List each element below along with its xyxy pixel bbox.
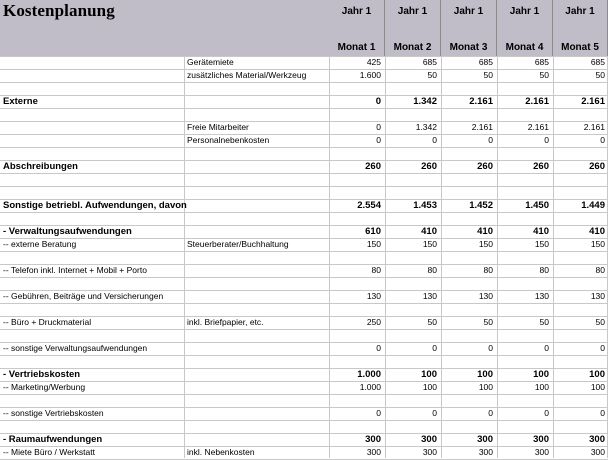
value-cell[interactable]: 50 [595, 317, 605, 327]
value-cell[interactable]: 410 [421, 226, 437, 237]
value-cell[interactable]: 50 [595, 70, 605, 80]
value-cell[interactable]: 0 [376, 135, 381, 145]
row-gridline [0, 277, 608, 278]
value-cell[interactable]: 0 [376, 122, 381, 132]
row-label[interactable]: Externe [3, 96, 38, 107]
value-cell[interactable]: 50 [427, 317, 437, 327]
value-cell[interactable]: 2.161 [471, 122, 493, 132]
row-gridline [0, 355, 608, 356]
row-sublabel[interactable]: inkl. Nebenkosten [187, 447, 255, 457]
value-cell[interactable]: 300 [366, 447, 381, 457]
column-year-label: Jahr 1 [565, 6, 595, 17]
column-gridline [441, 56, 442, 458]
column-month-label: Monat 1 [337, 42, 376, 53]
value-cell[interactable]: 410 [533, 226, 549, 237]
row-gridline [0, 108, 608, 109]
row-label[interactable]: Sonstige betriebl. Aufwendungen, davon [3, 200, 187, 211]
value-cell[interactable]: 300 [478, 447, 493, 457]
value-cell[interactable]: 425 [366, 57, 381, 67]
value-cell[interactable]: 260 [421, 161, 437, 172]
value-cell[interactable]: 300 [534, 447, 549, 457]
row-sublabel[interactable]: Gerätemiete [187, 57, 234, 67]
value-cell[interactable]: 1.452 [469, 200, 493, 211]
value-cell[interactable]: 1.000 [357, 369, 381, 380]
value-cell[interactable]: 0 [376, 408, 381, 418]
row-gridline [0, 82, 608, 83]
column-year-label: Jahr 1 [509, 6, 540, 17]
column-header-5 [553, 0, 608, 56]
row-gridline [0, 173, 608, 174]
row-sublabel[interactable]: Personalnebenkosten [187, 135, 270, 145]
value-cell[interactable]: 0 [544, 408, 549, 418]
value-cell[interactable]: 0 [488, 408, 493, 418]
column-header-1 [329, 0, 385, 56]
value-cell[interactable]: 685 [422, 57, 437, 67]
value-cell[interactable]: 0 [432, 343, 437, 353]
column-month-label: Monat 2 [393, 42, 432, 53]
value-cell[interactable]: 0 [432, 135, 437, 145]
value-cell[interactable]: 300 [365, 434, 381, 445]
row-label[interactable]: -- externe Beratung [3, 239, 77, 249]
value-cell[interactable]: 150 [478, 239, 493, 249]
row-label[interactable]: -- sonstige Vertriebskosten [3, 408, 104, 418]
value-cell[interactable]: 1.450 [525, 200, 549, 211]
value-cell[interactable]: 100 [533, 369, 549, 380]
row-gridline [0, 186, 608, 187]
value-cell[interactable]: 50 [483, 70, 493, 80]
row-label[interactable]: - Verwaltungsaufwendungen [3, 226, 132, 237]
value-cell[interactable]: 150 [534, 239, 549, 249]
row-gridline [0, 394, 608, 395]
value-cell[interactable]: 250 [366, 317, 381, 327]
value-cell[interactable]: 685 [590, 57, 605, 67]
value-cell[interactable]: 300 [590, 447, 605, 457]
value-cell[interactable]: 0 [600, 408, 605, 418]
row-label[interactable]: -- Telefon inkl. Internet + Mobil + Porto [3, 265, 147, 275]
row-gridline [0, 420, 608, 421]
column-gridline [553, 56, 554, 458]
value-cell[interactable]: 50 [539, 317, 549, 327]
value-cell[interactable]: 150 [366, 239, 381, 249]
value-cell[interactable]: 100 [478, 382, 493, 392]
row-gridline [0, 329, 608, 330]
value-cell[interactable]: 300 [477, 434, 493, 445]
value-cell[interactable]: 130 [478, 291, 493, 301]
value-cell[interactable]: 2.554 [357, 200, 381, 211]
row-sublabel[interactable]: zusätzliches Material/Werkzeug [187, 70, 307, 80]
value-cell[interactable]: 2.161 [583, 122, 605, 132]
column-month-label: Monat 3 [449, 42, 488, 53]
value-cell[interactable]: 2.161 [581, 96, 605, 107]
value-cell[interactable]: 100 [590, 382, 605, 392]
value-cell[interactable]: 50 [483, 317, 493, 327]
value-cell[interactable]: 100 [589, 369, 605, 380]
value-cell[interactable]: 260 [533, 161, 549, 172]
value-cell[interactable]: 610 [365, 226, 381, 237]
value-cell[interactable]: 80 [483, 265, 493, 275]
value-cell[interactable]: 2.161 [525, 96, 549, 107]
value-cell[interactable]: 130 [590, 291, 605, 301]
value-cell[interactable]: 300 [422, 447, 437, 457]
value-cell[interactable]: 50 [539, 70, 549, 80]
value-cell[interactable]: 300 [589, 434, 605, 445]
row-gridline [0, 212, 608, 213]
row-sublabel[interactable]: Steuerberater/Buchhaltung [187, 239, 289, 249]
value-cell[interactable]: 0 [600, 343, 605, 353]
value-cell[interactable]: 0 [544, 135, 549, 145]
value-cell[interactable]: 685 [534, 57, 549, 67]
row-gridline [0, 251, 608, 252]
value-cell[interactable]: 0 [488, 135, 493, 145]
value-cell[interactable]: 100 [477, 369, 493, 380]
sheet-title: Kostenplanung [3, 1, 115, 20]
value-cell[interactable]: 150 [422, 239, 437, 249]
value-cell[interactable]: 130 [366, 291, 381, 301]
value-cell[interactable]: 1.449 [581, 200, 605, 211]
row-gridline [0, 147, 608, 148]
value-cell[interactable]: 410 [589, 226, 605, 237]
value-cell[interactable]: 80 [595, 265, 605, 275]
column-gridline [385, 56, 386, 458]
value-cell[interactable]: 260 [589, 161, 605, 172]
row-gridline [0, 303, 608, 304]
value-cell[interactable]: 0 [375, 96, 381, 107]
value-cell[interactable]: 1.600 [359, 70, 381, 80]
value-cell[interactable]: 130 [534, 291, 549, 301]
value-cell[interactable]: 300 [421, 434, 437, 445]
value-cell[interactable]: 1.000 [359, 382, 381, 392]
value-cell[interactable]: 100 [421, 369, 437, 380]
value-cell[interactable]: 100 [534, 382, 549, 392]
column-month-label: Monat 5 [561, 42, 599, 53]
value-cell[interactable]: 2.161 [469, 96, 493, 107]
value-cell[interactable]: 0 [600, 135, 605, 145]
value-cell[interactable]: 2.161 [527, 122, 549, 132]
value-cell[interactable]: 0 [376, 343, 381, 353]
column-year-label: Jahr 1 [341, 6, 372, 17]
value-cell[interactable]: 260 [477, 161, 493, 172]
column-gridline [497, 56, 498, 458]
column-header-4 [497, 0, 553, 56]
row-label[interactable]: -- Gebühren, Beiträge und Versicherungen [3, 291, 164, 301]
row-label[interactable]: - Raumaufwendungen [3, 434, 103, 445]
value-cell[interactable]: 1.453 [413, 200, 437, 211]
value-cell[interactable]: 150 [590, 239, 605, 249]
column-gridline [329, 56, 330, 458]
row-label[interactable]: -- Marketing/Werbung [3, 382, 86, 392]
column-month-label: Monat 4 [505, 42, 544, 53]
row-sublabel[interactable]: Freie Mitarbeiter [187, 122, 249, 132]
column-year-label: Jahr 1 [397, 6, 428, 17]
value-cell[interactable]: 130 [422, 291, 437, 301]
column-gridline [184, 56, 185, 458]
row-label[interactable]: -- Miete Büro / Werkstatt [3, 447, 95, 457]
value-cell[interactable]: 1.342 [413, 96, 437, 107]
header-title-cell [0, 0, 330, 56]
row-label[interactable]: -- Büro + Druckmaterial [3, 317, 92, 327]
value-cell[interactable]: 685 [478, 57, 493, 67]
value-cell[interactable]: 410 [477, 226, 493, 237]
row-label[interactable]: -- sonstige Verwaltungsaufwendungen [3, 343, 148, 353]
value-cell[interactable]: 0 [432, 408, 437, 418]
row-label[interactable]: Abschreibungen [3, 161, 78, 172]
row-label[interactable]: - Vertriebskosten [3, 369, 81, 380]
row-sublabel[interactable]: inkl. Briefpapier, etc. [187, 317, 264, 327]
value-cell[interactable]: 300 [533, 434, 549, 445]
value-cell[interactable]: 80 [539, 265, 549, 275]
value-cell[interactable]: 100 [422, 382, 437, 392]
value-cell[interactable]: 80 [427, 265, 437, 275]
column-year-label: Jahr 1 [453, 6, 484, 17]
value-cell[interactable]: 1.342 [415, 122, 437, 132]
value-cell[interactable]: 0 [544, 343, 549, 353]
value-cell[interactable]: 80 [371, 265, 381, 275]
value-cell[interactable]: 50 [427, 70, 437, 80]
value-cell[interactable]: 0 [488, 343, 493, 353]
value-cell[interactable]: 260 [365, 161, 381, 172]
column-header-2 [385, 0, 441, 56]
column-header-3 [441, 0, 497, 56]
